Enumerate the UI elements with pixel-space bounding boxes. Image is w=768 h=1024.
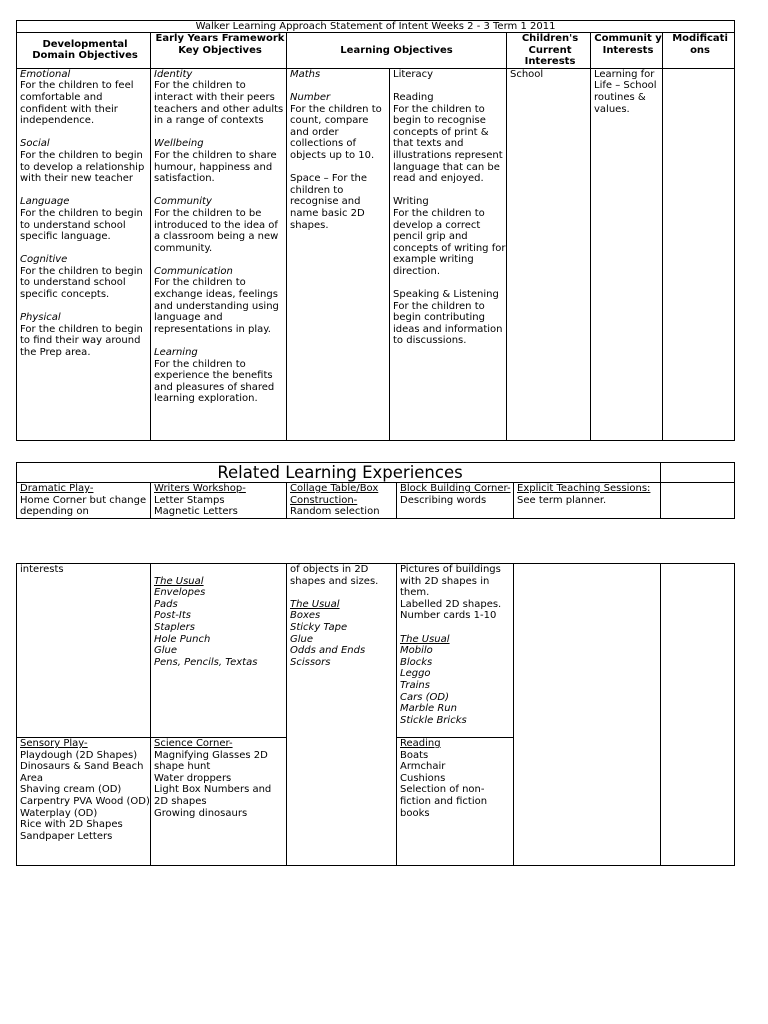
dev-heading: Social bbox=[20, 138, 50, 150]
writers-usual-item: Envelopes bbox=[154, 587, 206, 599]
explicit-teaching-cell bbox=[514, 483, 661, 519]
intent-title: Walker Learning Approach Statement of Intent Weeks 2 - 3 Term 1 2011 bbox=[17, 21, 735, 33]
explicit-continued-cell bbox=[514, 564, 661, 866]
sensory-play-heading: Sensory Play- bbox=[20, 738, 88, 749]
collage-heading: Collage Table/Box Construction- bbox=[290, 483, 379, 506]
collage-usual-item: Odds and Ends bbox=[290, 645, 366, 657]
dev-text: For the children to begin to find their way around the Prep area. bbox=[20, 323, 143, 359]
explicit-teaching-heading: Explicit Teaching Sessions: bbox=[517, 483, 651, 494]
literacy-text: For the children to begin contributing ideas and information to discussions. bbox=[393, 300, 503, 347]
header-developmental: Developmental Domain Objectives bbox=[17, 33, 151, 69]
science-corner-cell bbox=[151, 738, 287, 866]
continued-experiences-table bbox=[16, 563, 735, 866]
dev-heading: Language bbox=[20, 196, 70, 208]
writers-usual-item: Glue bbox=[154, 645, 178, 657]
dev-text: For the children to begin to understand school specific language. bbox=[20, 207, 143, 243]
block-continued-text: Pictures of buildings with 2D shapes in them. Labelled 2D shapes. Number cards 1-10 bbox=[400, 564, 502, 622]
dramatic-play-continued-cell: interests bbox=[17, 564, 151, 738]
collage-usual-item: Sticky Tape bbox=[290, 621, 348, 633]
literacy-subheading: Reading bbox=[393, 91, 434, 103]
maths-heading: Maths bbox=[290, 68, 321, 80]
literacy-subheading: Writing bbox=[393, 196, 429, 208]
writers-workshop-text: Letter Stamps Magnetic Letters bbox=[154, 494, 238, 518]
header-learning: Learning Objectives bbox=[287, 33, 507, 69]
literacy-heading: Literacy bbox=[393, 68, 434, 80]
block-building-heading: Block Building Corner- bbox=[400, 483, 511, 494]
dev-heading: Physical bbox=[20, 312, 61, 324]
header-community-interests: Communit y Interests bbox=[591, 33, 663, 69]
dev-heading: Emotional bbox=[20, 68, 71, 80]
writers-usual-item: Staplers bbox=[154, 621, 195, 633]
collage-usual-heading: The Usual bbox=[290, 598, 340, 610]
block-usual-item: Marble Run bbox=[400, 703, 457, 715]
dev-text: For the children to begin to understand school specific concepts. bbox=[20, 265, 143, 301]
writers-continued-cell bbox=[151, 564, 287, 738]
header-early-years: Early Years Framework Key Objectives bbox=[151, 33, 287, 69]
statement-of-intent-table bbox=[16, 20, 735, 441]
block-usual-item: Stickle Bricks bbox=[400, 714, 467, 726]
sensory-play-cell bbox=[17, 738, 151, 866]
reading-heading: Reading bbox=[400, 738, 441, 749]
dev-text: For the children to feel comfortable and confident with their independence. bbox=[20, 80, 134, 127]
collage-text: Random selection bbox=[290, 506, 380, 518]
eyf-heading: Learning bbox=[154, 347, 198, 359]
maths-cell bbox=[287, 68, 390, 440]
block-usual-item: Blocks bbox=[400, 656, 433, 668]
writers-workshop-cell bbox=[151, 483, 287, 519]
related-experiences-table bbox=[16, 462, 735, 519]
maths-text: Space – For the children to recognise and name basic 2D shapes. bbox=[290, 173, 368, 231]
science-corner-heading: Science Corner- bbox=[154, 738, 233, 749]
collage-cell bbox=[287, 483, 397, 519]
eyf-text: For the children to exchange ideas, feelings and understanding using language and representations in play. bbox=[154, 277, 279, 335]
block-usual-heading: The Usual bbox=[400, 633, 450, 645]
block-building-cell bbox=[397, 483, 514, 519]
collage-continued-cell bbox=[287, 564, 397, 866]
block-usual-item: Trains bbox=[400, 679, 430, 691]
eyf-heading: Community bbox=[154, 196, 212, 208]
dramatic-play-cell bbox=[17, 483, 151, 519]
collage-continued-text: of objects in 2D shapes and sizes. bbox=[290, 564, 379, 587]
eyf-text: For the children to experience the benefits and pleasures of shared learning exploration. bbox=[154, 358, 275, 405]
eyf-heading: Wellbeing bbox=[154, 138, 204, 150]
block-usual-item: Cars (OD) bbox=[400, 691, 449, 703]
eyf-text: For the children to share humour, happiness and satisfaction. bbox=[154, 149, 277, 185]
early-years-cell bbox=[151, 68, 287, 440]
block-usual-item: Leggo bbox=[400, 668, 431, 680]
continued-empty-cell bbox=[661, 564, 735, 866]
science-corner-text: Magnifying Glasses 2D shape hunt Water droppers Light Box Numbers and 2D shapes Growing dinosaurs bbox=[154, 749, 272, 819]
writers-usual-heading: The Usual bbox=[154, 575, 204, 587]
literacy-text: For the children to begin to recognise concepts of print & that texts and illustrations represent language that can be read and enjoyed. bbox=[393, 103, 503, 185]
writers-usual-item: Post-Its bbox=[154, 610, 191, 622]
writers-usual-item: Pens, Pencils, Textas bbox=[154, 656, 258, 668]
block-continued-cell bbox=[397, 564, 514, 738]
related-empty-cell bbox=[661, 483, 735, 519]
literacy-subheading: Speaking & Listening bbox=[393, 289, 499, 301]
header-childrens-interests: Children's Current Interests bbox=[507, 33, 591, 69]
maths-subheading: Number bbox=[290, 91, 331, 103]
collage-usual-item: Scissors bbox=[290, 656, 331, 668]
explicit-teaching-text: See term planner. bbox=[517, 494, 607, 506]
dev-text: For the children to begin to develop a relationship with their new teacher bbox=[20, 149, 145, 185]
developmental-cell bbox=[17, 68, 151, 440]
writers-usual-item: Pads bbox=[154, 598, 178, 610]
sensory-play-text: Playdough (2D Shapes) Dinosaurs & Sand Beach Area Shaving cream (OD) Carpentry PVA Wood (OD) Waterplay (OD) Rice with 2D Shapes Sandpaper Letters bbox=[20, 749, 150, 842]
related-title-side bbox=[661, 463, 735, 483]
reading-cell bbox=[397, 738, 514, 866]
eyf-heading: Identity bbox=[154, 68, 193, 80]
literacy-cell bbox=[390, 68, 507, 440]
writers-usual-item: Hole Punch bbox=[154, 633, 211, 645]
collage-usual-item: Boxes bbox=[290, 610, 321, 622]
literacy-text: For the children to develop a correct pencil grip and concepts of writing for example writing direction. bbox=[393, 207, 506, 277]
writers-workshop-heading: Writers Workshop- bbox=[154, 483, 246, 494]
block-building-text: Describing words bbox=[400, 494, 487, 506]
dramatic-play-heading: Dramatic Play- bbox=[20, 483, 94, 494]
community-interests-cell: Learning for Life – School routines & values. bbox=[591, 68, 663, 440]
header-modifications: Modificati ons bbox=[663, 33, 735, 69]
modifications-cell bbox=[663, 68, 735, 440]
eyf-heading: Communication bbox=[154, 265, 233, 277]
reading-text: Boats Armchair Cushions Selection of non-fiction and fiction books bbox=[400, 749, 488, 819]
childrens-interests-cell: School bbox=[507, 68, 591, 440]
eyf-text: For the children to be introduced to the idea of a classroom being a new community. bbox=[154, 207, 279, 254]
dramatic-play-text: Home Corner but change depending on bbox=[20, 494, 147, 518]
collage-usual-item: Glue bbox=[290, 633, 314, 645]
maths-text: For the children to count, compare and order collections of objects up to 10. bbox=[290, 103, 382, 161]
block-usual-item: Mobilo bbox=[400, 645, 433, 657]
dev-heading: Cognitive bbox=[20, 254, 68, 266]
related-title: Related Learning Experiences bbox=[17, 463, 661, 483]
eyf-text: For the children to interact with their peers teachers and other adults in a range of contexts bbox=[154, 80, 284, 127]
